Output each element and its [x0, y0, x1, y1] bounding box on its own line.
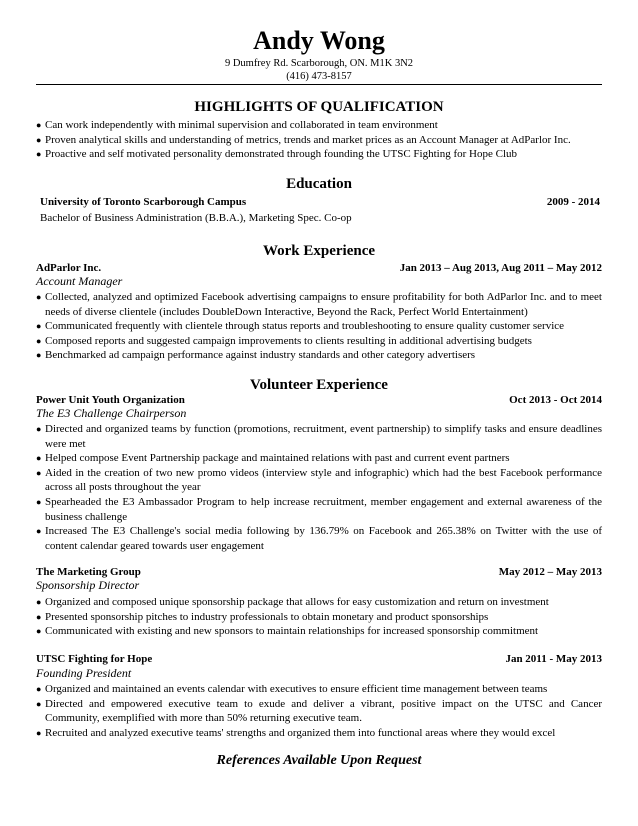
bullet-icon: ●: [36, 120, 42, 130]
job-bullets: [36, 422, 602, 553]
list-item: ● Collected, analyzed and optimized Facebook advertising campaigns to ensure profitability for both AdParlor Inc. and to meet needs of diverse clientele (includes DoubleDown Interactive, Beyond the Rack, Perfect World Entertainment): [36, 291, 602, 318]
list-item: ● Helped compose Event Partnership package and maintained relations with past and current event partners: [36, 452, 510, 465]
education-title: Education: [286, 176, 352, 192]
org-name: UTSC Fighting for Hope: [36, 653, 153, 665]
list-item: ● Recruited and analyzed executive teams' strengths and organized them into functional areas where they would excel: [36, 726, 556, 739]
bullet-icon: ●: [36, 335, 42, 346]
bullet-icon: ●: [36, 611, 42, 622]
list-item: ● Proven analytical skills and understanding of metrics, trends and market prices as an Account Manager at AdParlor Inc.: [36, 133, 571, 146]
bullet-icon: ●: [36, 698, 42, 709]
job-bullets: [36, 290, 602, 363]
list-item: ● Communicated with existing and new sponsors to maintain relationships for increased sponsorship commitment: [36, 625, 539, 638]
list-item: ● Presented sponsorship pitches to industry professionals to obtain monetary and product sponsorships: [36, 610, 489, 623]
list-item: ● Directed and organized teams by function (promotions, recruitment, event partnership) to simplify tasks and ensure deadlines were met: [36, 423, 602, 450]
bullet-icon: ●: [36, 467, 42, 478]
list-item: ● Directed and empowered executive team to exude and deliver a vibrant, positive impact on the UTSC and Cancer Community, exemplified with more than 50% returning executive team.: [36, 697, 602, 725]
job-dates: Jan 2011 - May 2013: [505, 653, 602, 665]
education-dates: 2009 - 2014: [546, 196, 600, 208]
org-name: AdParlor Inc.: [36, 262, 102, 274]
bullet-icon: ●: [36, 134, 42, 145]
candidate-name: Andy Wong: [253, 26, 385, 55]
bullet-icon: ●: [36, 526, 42, 537]
org-name: Power Unit Youth Organization: [36, 394, 185, 406]
school-name: University of Toronto Scarborough Campus: [40, 196, 247, 208]
list-item: ● Aided in the creation of two new promo videos (interview style and infographic) which had the best Facebook performance across all posts throughout the year: [36, 466, 602, 494]
highlights-list: [36, 118, 602, 162]
org-name: The Marketing Group: [36, 566, 141, 578]
job-role: Founding President: [36, 666, 132, 680]
bullet-icon: ●: [36, 727, 42, 738]
list-item: ● Organized and maintained an events calendar with executives to ensure efficient time management between teams: [36, 683, 548, 695]
list-item: ● Can work independently with minimal supervision and collaborated in team environment: [36, 119, 438, 131]
address: 9 Dumfrey Rd. Scarborough, ON. M1K 3N2: [224, 58, 414, 69]
job-dates: May 2012 – May 2013: [498, 566, 602, 578]
bullet-icon: ●: [36, 292, 42, 302]
job-dates: Jan 2013 – Aug 2013, Aug 2011 – May 2012: [399, 262, 602, 274]
header-divider: [36, 84, 602, 85]
bullet-icon: ●: [36, 453, 42, 464]
bullet-icon: ●: [36, 321, 42, 332]
list-item: ● Composed reports and suggested campaign improvements to clients resulting in additional advertising budgets: [36, 334, 532, 347]
bullet-icon: ●: [36, 149, 42, 160]
list-item: ● Organized and composed unique sponsorship package that allows for easy customization and return on investment: [36, 596, 549, 608]
highlights-title: HIGHLIGHTS OF QUALIFICATION: [194, 99, 444, 115]
bullet-icon: ●: [36, 626, 42, 637]
bullet-icon: ●: [36, 424, 42, 434]
job-bullets: [36, 682, 602, 740]
education-row: [40, 195, 600, 210]
work-title: Work Experience: [262, 243, 376, 259]
list-item: ● Proactive and self motivated personality demonstrated through founding the UTSC Fighting for Hope Club: [36, 148, 518, 161]
job-role: Account Manager: [36, 274, 123, 288]
bullet-icon: ●: [36, 597, 42, 607]
bullet-icon: ●: [36, 684, 42, 694]
job-bullets: [36, 595, 602, 639]
volunteer-title: Volunteer Experience: [250, 377, 388, 393]
phone-number: (416) 473-8157: [286, 71, 352, 82]
list-item: ● Increased The E3 Challenge's social media following by 136.79% on Facebook and 265.38% on Twitter with the use of content calendar geared towards user engagement: [36, 525, 602, 552]
bullet-icon: ●: [36, 496, 42, 507]
list-item: ● Spearheaded the E3 Ambassador Program to help increase recruitment, member engagement and external awareness of the business challenge: [36, 495, 602, 523]
job-role: The E3 Challenge Chairperson: [36, 406, 187, 420]
job-role: Sponsorship Director: [36, 578, 140, 592]
list-item: ● Benchmarked ad campaign performance against industry standards and other category advertisers: [36, 349, 476, 362]
references-note: References Available Upon Request: [216, 753, 422, 768]
job-dates: Oct 2013 - Oct 2014: [509, 394, 602, 406]
bullet-icon: ●: [36, 350, 42, 361]
degree: Bachelor of Business Administration (B.B.A.), Marketing Spec. Co-op: [40, 212, 352, 224]
job-header: [36, 652, 602, 667]
list-item: ● Communicated frequently with clientele through status reports and troubleshooting to ensure quality customer service: [36, 320, 565, 333]
